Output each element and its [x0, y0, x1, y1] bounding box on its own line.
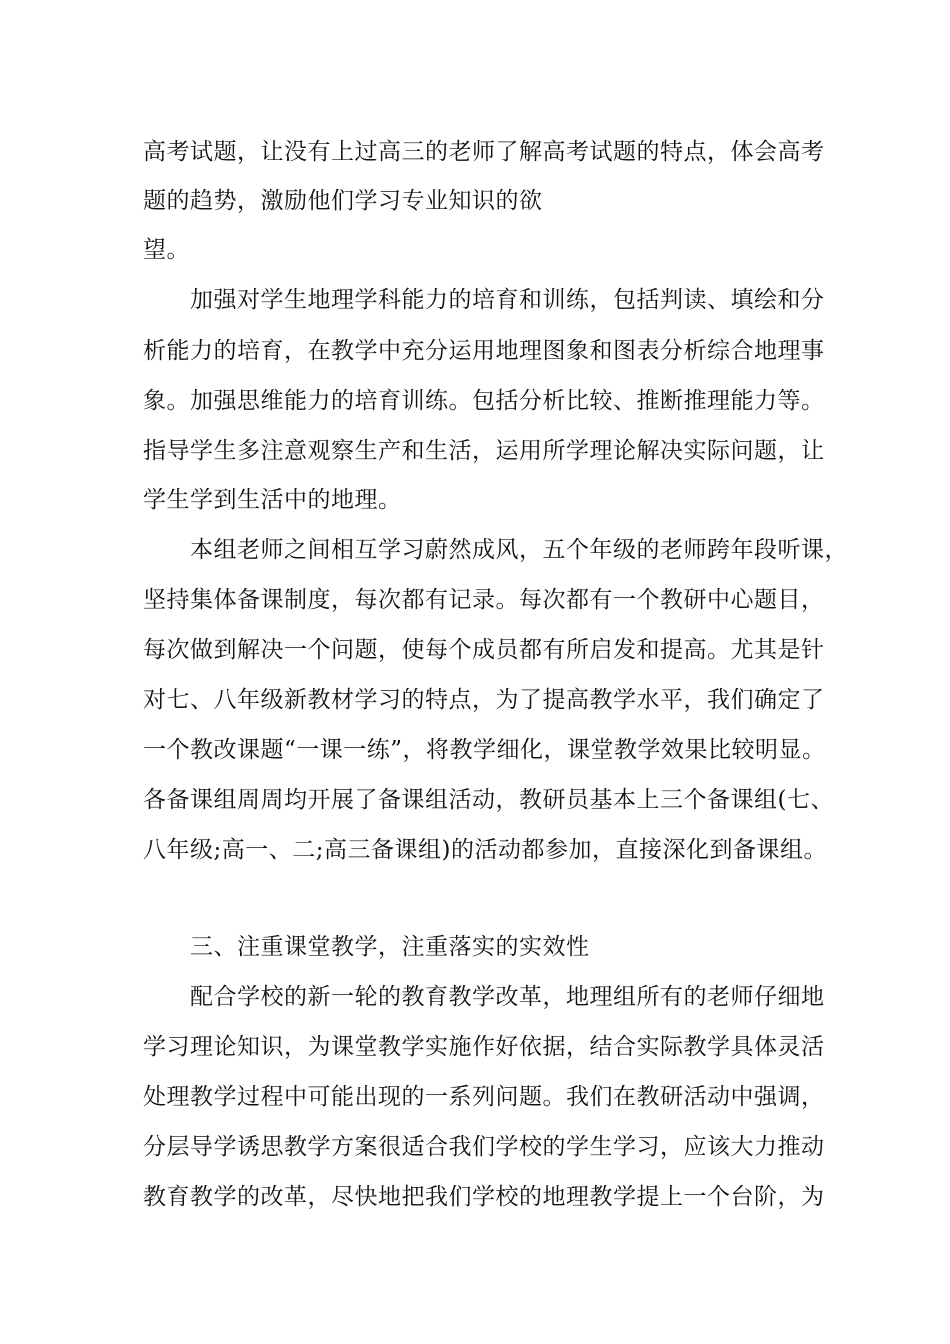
- paragraph-3-line-7: 八年级;高一、二;高三备课组)的活动都参加，直接深化到备课组。: [143, 837, 827, 863]
- paragraph-4-line-5: 教育教学的改革，尽快地把我们学校的地理教学提上一个台阶，为: [143, 1184, 825, 1210]
- paragraph-3-line-3: 每次做到解决一个问题，使每个成员都有所启发和提高。尤其是针: [143, 637, 825, 663]
- paragraph-4-line-1: 配合学校的新一轮的教育教学改革，地理组所有的老师仔细地: [190, 984, 825, 1010]
- paragraph-4-line-2: 学习理论知识，为课堂教学实施作好依据，结合实际教学具体灵活: [143, 1034, 825, 1060]
- section-heading: 三、注重课堂教学，注重落实的实效性: [190, 934, 590, 960]
- paragraph-1-line-3: 望。: [143, 237, 190, 263]
- paragraph-4-line-3: 处理教学过程中可能出现的一系列问题。我们在教研活动中强调，: [143, 1084, 825, 1110]
- paragraph-1-line-2: 题的趋势，激励他们学习专业知识的欲: [143, 188, 543, 214]
- paragraph-3-line-4: 对七、八年级新教材学习的特点，为了提高教学水平，我们确定了: [143, 687, 825, 713]
- paragraph-1-line-1: 高考试题，让没有上过高三的老师了解高考试题的特点，体会高考: [143, 139, 825, 165]
- paragraph-2-line-3: 象。加强思维能力的培育训练。包括分析比较、推断推理能力等。: [143, 388, 825, 414]
- paragraph-3-line-6: 各备课组周周均开展了备课组活动，教研员基本上三个备课组(七、: [143, 787, 834, 813]
- paragraph-3-line-2: 坚持集体备课制度，每次都有记录。每次都有一个教研中心题目，: [143, 587, 825, 613]
- paragraph-2-line-4: 指导学生多注意观察生产和生活，运用所学理论解决实际问题，让: [143, 438, 825, 464]
- paragraph-2-line-2: 析能力的培育，在教学中充分运用地理图象和图表分析综合地理事: [143, 338, 825, 364]
- paragraph-2-line-1: 加强对学生地理学科能力的培育和训练，包括判读、填绘和分: [190, 287, 825, 313]
- paragraph-4-line-4: 分层导学诱思教学方案很适合我们学校的学生学习，应该大力推动: [143, 1134, 825, 1160]
- paragraph-2-line-5: 学生学到生活中的地理。: [143, 487, 402, 513]
- paragraph-3-line-5: 一个教改课题“一课一练”，将教学细化，课堂教学效果比较明显。: [143, 737, 826, 763]
- paragraph-3-line-1: 本组老师之间相互学习蔚然成风，五个年级的老师跨年段听课，: [190, 537, 848, 563]
